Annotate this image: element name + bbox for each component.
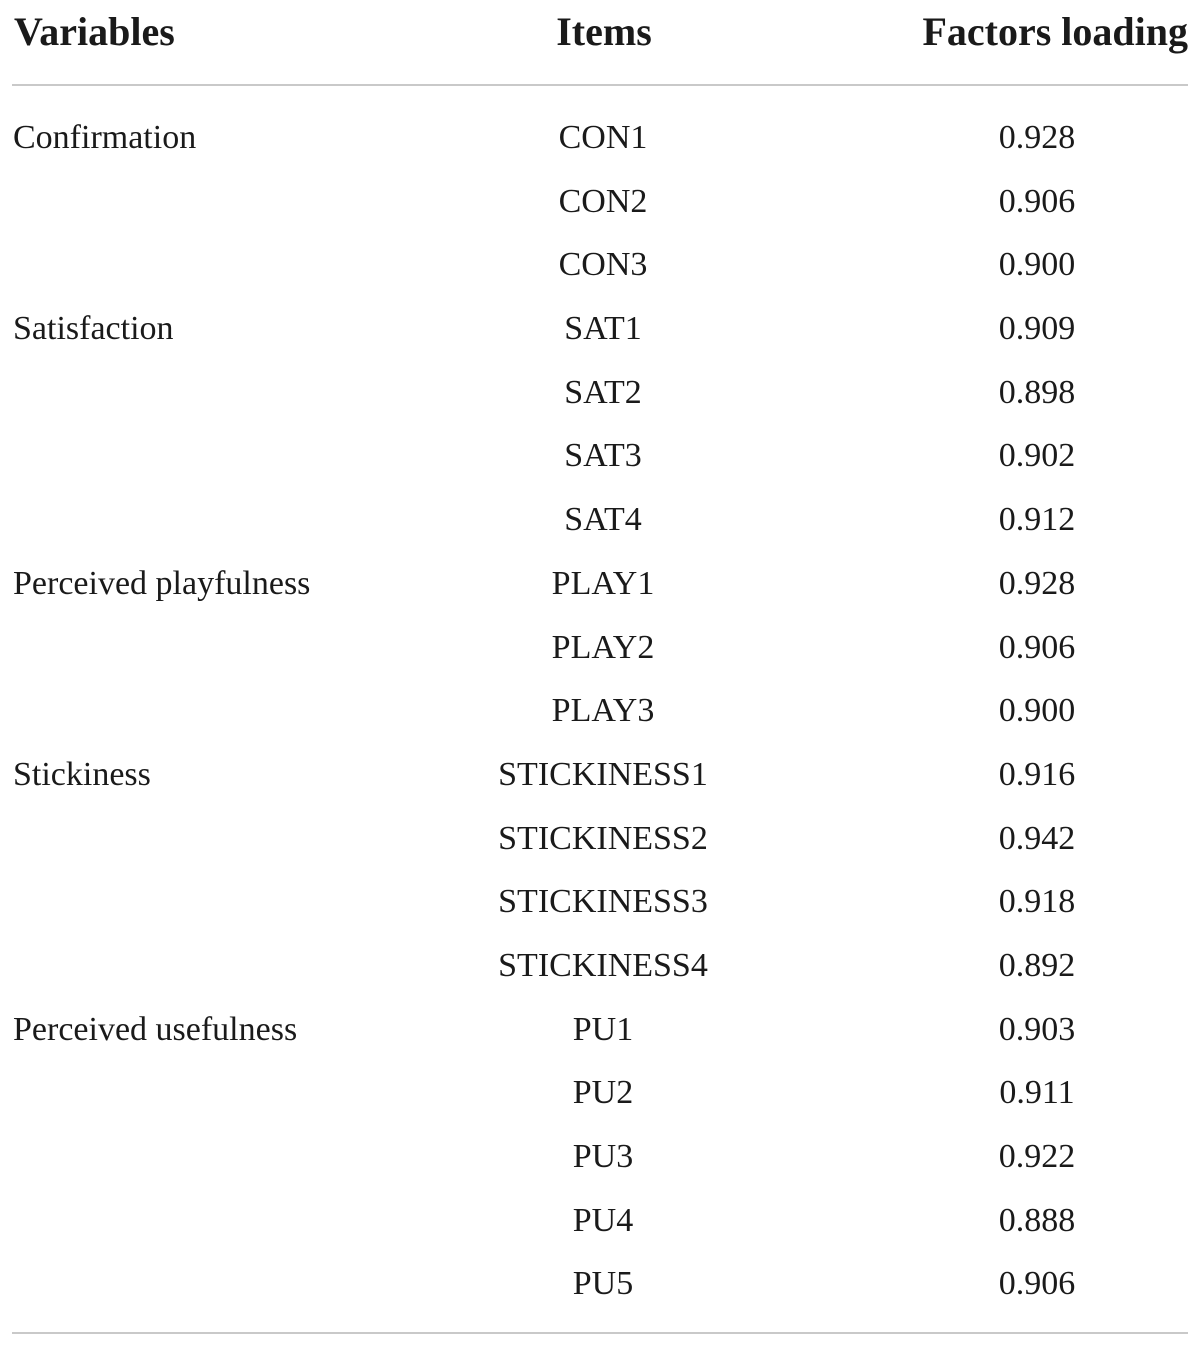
loading-cell: 0.918: [998, 883, 1076, 921]
loading-cell: 0.922: [998, 1138, 1076, 1175]
item-cell: PU3: [572, 1138, 634, 1175]
header-items: Items: [556, 9, 652, 54]
loading-cell: 0.916: [998, 755, 1076, 793]
item-cell: PU2: [572, 1074, 634, 1112]
loading-cell: 0.906: [998, 628, 1076, 666]
item-cell: STICKINESS2: [498, 819, 708, 857]
table-body: [0, 106, 1200, 1316]
header-factors-loading: Factors loading: [922, 9, 1188, 54]
item-cell: PLAY1: [551, 564, 655, 602]
loading-cell: 0.928: [998, 564, 1076, 602]
loading-cell: 0.898: [998, 373, 1076, 411]
header-variables: Variables: [14, 9, 175, 54]
table-row: [0, 870, 1200, 934]
table-row: [0, 1189, 1200, 1253]
table-row: [0, 424, 1200, 488]
item-cell: SAT4: [564, 501, 642, 539]
table-row: [0, 233, 1200, 297]
table-row: [0, 1061, 1200, 1125]
table-row: [0, 998, 1200, 1062]
variable-cell: Perceived usefulness: [13, 1010, 298, 1048]
loading-cell: 0.903: [998, 1010, 1076, 1048]
loading-cell: 0.942: [998, 819, 1076, 857]
loading-cell: 0.912: [998, 501, 1076, 539]
loading-cell: 0.900: [998, 692, 1076, 730]
loading-cell: 0.906: [998, 182, 1076, 220]
variable-cell: Stickiness: [13, 755, 151, 793]
table-row: [0, 488, 1200, 552]
table-row: [0, 934, 1200, 998]
variable-cell: Confirmation: [13, 119, 197, 156]
table-row: [0, 170, 1200, 234]
table-row: [0, 743, 1200, 807]
table-header: [0, 0, 1200, 84]
table-row: [0, 1125, 1200, 1189]
loading-cell: 0.900: [998, 246, 1076, 284]
table-row: [0, 679, 1200, 743]
item-cell: CON3: [558, 246, 648, 284]
item-cell: PU4: [572, 1201, 634, 1239]
item-cell: STICKINESS3: [498, 883, 708, 921]
loading-cell: 0.902: [998, 437, 1076, 475]
loading-cell: 0.928: [998, 119, 1076, 156]
table-row: [0, 297, 1200, 361]
item-cell: CON2: [558, 182, 648, 220]
loading-cell: 0.888: [998, 1201, 1076, 1239]
table-row: [0, 807, 1200, 871]
item-cell: SAT3: [564, 437, 642, 475]
header-divider: [12, 84, 1188, 86]
item-cell: PU5: [572, 1265, 634, 1303]
item-cell: CON1: [558, 119, 648, 156]
loading-cell: 0.906: [998, 1265, 1076, 1303]
table-row: [0, 1252, 1200, 1316]
variable-cell: Satisfaction: [13, 310, 174, 348]
loading-cell: 0.909: [998, 310, 1076, 348]
table-bottom-rule: [12, 1332, 1188, 1334]
loading-cell: 0.892: [998, 946, 1076, 984]
loading-cell: 0.911: [999, 1074, 1075, 1112]
item-cell: PLAY3: [551, 692, 655, 730]
item-cell: SAT2: [564, 373, 642, 411]
item-cell: PU1: [572, 1010, 634, 1048]
item-cell: STICKINESS1: [498, 755, 708, 793]
table-row: [0, 361, 1200, 425]
item-cell: STICKINESS4: [498, 946, 708, 984]
item-cell: SAT1: [564, 310, 642, 348]
table-row: [0, 616, 1200, 680]
table-row: [0, 106, 1200, 170]
variable-cell: Perceived playfulness: [13, 564, 311, 602]
item-cell: PLAY2: [551, 628, 655, 666]
table-row: [0, 552, 1200, 616]
